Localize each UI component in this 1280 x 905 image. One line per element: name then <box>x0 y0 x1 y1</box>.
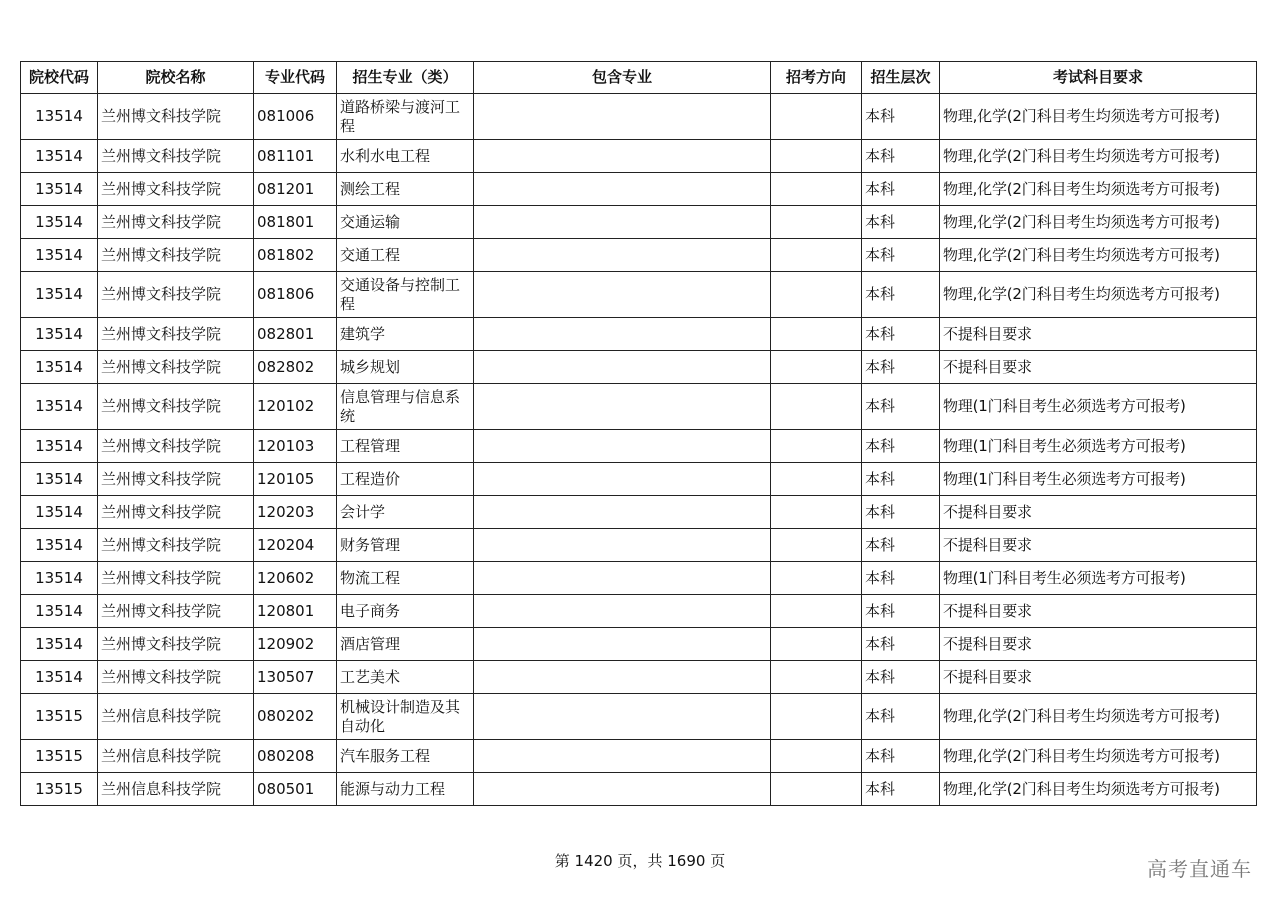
requirement-cell: 不提科目要求 <box>940 628 1257 661</box>
requirement-cell: 不提科目要求 <box>940 351 1257 384</box>
major-code-cell: 120103 <box>254 430 337 463</box>
school-code-cell: 13514 <box>21 430 98 463</box>
table-row <box>21 430 1257 463</box>
table-row <box>21 94 1257 140</box>
included-majors-cell <box>474 384 771 430</box>
school-code-cell: 13514 <box>21 140 98 173</box>
major-code-cell: 080501 <box>254 773 337 806</box>
school-name-cell: 兰州博文科技学院 <box>98 239 254 272</box>
requirement-cell: 物理,化学(2门科目考生均须选考方可报考) <box>940 206 1257 239</box>
table-row <box>21 740 1257 773</box>
school-name-cell: 兰州博文科技学院 <box>98 430 254 463</box>
school-name-cell: 兰州博文科技学院 <box>98 384 254 430</box>
direction-cell <box>771 694 862 740</box>
included-majors-cell <box>474 239 771 272</box>
major-cell: 电子商务 <box>337 595 474 628</box>
school-code-cell: 13514 <box>21 272 98 318</box>
direction-cell <box>771 595 862 628</box>
direction-cell <box>771 239 862 272</box>
direction-cell <box>771 140 862 173</box>
major-cell: 测绘工程 <box>337 173 474 206</box>
school-name-cell: 兰州信息科技学院 <box>98 694 254 740</box>
major-code-cell: 081101 <box>254 140 337 173</box>
school-code-cell: 13514 <box>21 496 98 529</box>
table-row <box>21 562 1257 595</box>
level-cell: 本科 <box>862 430 940 463</box>
direction-cell <box>771 661 862 694</box>
major-code-cell: 080208 <box>254 740 337 773</box>
table-row <box>21 140 1257 173</box>
table-row <box>21 773 1257 806</box>
school-code-cell: 13514 <box>21 529 98 562</box>
direction-cell <box>771 496 862 529</box>
school-code-cell: 13515 <box>21 773 98 806</box>
major-code-cell: 082801 <box>254 318 337 351</box>
included-majors-cell <box>474 496 771 529</box>
header-included-majors: 包含专业 <box>474 62 771 94</box>
requirement-cell: 物理,化学(2门科目考生均须选考方可报考) <box>940 694 1257 740</box>
table-row <box>21 239 1257 272</box>
table-row <box>21 173 1257 206</box>
requirement-cell: 物理(1门科目考生必须选考方可报考) <box>940 384 1257 430</box>
major-cell: 交通工程 <box>337 239 474 272</box>
level-cell: 本科 <box>862 740 940 773</box>
major-code-cell: 082802 <box>254 351 337 384</box>
requirement-cell: 物理,化学(2门科目考生均须选考方可报考) <box>940 740 1257 773</box>
major-code-cell: 081201 <box>254 173 337 206</box>
header-direction: 招考方向 <box>771 62 862 94</box>
level-cell: 本科 <box>862 239 940 272</box>
school-name-cell: 兰州博文科技学院 <box>98 628 254 661</box>
major-cell: 城乡规划 <box>337 351 474 384</box>
requirement-cell: 物理(1门科目考生必须选考方可报考) <box>940 562 1257 595</box>
level-cell: 本科 <box>862 628 940 661</box>
school-code-cell: 13514 <box>21 173 98 206</box>
requirement-cell: 物理,化学(2门科目考生均须选考方可报考) <box>940 94 1257 140</box>
level-cell: 本科 <box>862 529 940 562</box>
major-code-cell: 081802 <box>254 239 337 272</box>
direction-cell <box>771 529 862 562</box>
level-cell: 本科 <box>862 463 940 496</box>
level-cell: 本科 <box>862 94 940 140</box>
school-code-cell: 13514 <box>21 318 98 351</box>
direction-cell <box>771 384 862 430</box>
included-majors-cell <box>474 94 771 140</box>
included-majors-cell <box>474 351 771 384</box>
included-majors-cell <box>474 173 771 206</box>
requirement-cell: 物理(1门科目考生必须选考方可报考) <box>940 430 1257 463</box>
major-code-cell: 120902 <box>254 628 337 661</box>
header-row <box>21 62 1257 94</box>
school-name-cell: 兰州博文科技学院 <box>98 351 254 384</box>
school-code-cell: 13514 <box>21 239 98 272</box>
table-row <box>21 628 1257 661</box>
school-name-cell: 兰州博文科技学院 <box>98 318 254 351</box>
major-code-cell: 080202 <box>254 694 337 740</box>
requirement-cell: 不提科目要求 <box>940 595 1257 628</box>
direction-cell <box>771 351 862 384</box>
major-code-cell: 081006 <box>254 94 337 140</box>
major-code-cell: 081801 <box>254 206 337 239</box>
school-name-cell: 兰州博文科技学院 <box>98 562 254 595</box>
requirement-cell: 物理,化学(2门科目考生均须选考方可报考) <box>940 773 1257 806</box>
direction-cell <box>771 272 862 318</box>
school-code-cell: 13514 <box>21 351 98 384</box>
included-majors-cell <box>474 272 771 318</box>
header-school-name: 院校名称 <box>98 62 254 94</box>
major-cell: 财务管理 <box>337 529 474 562</box>
school-name-cell: 兰州博文科技学院 <box>98 272 254 318</box>
school-name-cell: 兰州博文科技学院 <box>98 661 254 694</box>
table-row <box>21 529 1257 562</box>
included-majors-cell <box>474 529 771 562</box>
school-name-cell: 兰州博文科技学院 <box>98 529 254 562</box>
level-cell: 本科 <box>862 694 940 740</box>
table-row <box>21 384 1257 430</box>
direction-cell <box>771 628 862 661</box>
direction-cell <box>771 773 862 806</box>
header-major-code: 专业代码 <box>254 62 337 94</box>
admissions-table <box>20 61 1257 806</box>
school-name-cell: 兰州博文科技学院 <box>98 94 254 140</box>
direction-cell <box>771 430 862 463</box>
direction-cell <box>771 173 862 206</box>
included-majors-cell <box>474 206 771 239</box>
included-majors-cell <box>474 318 771 351</box>
included-majors-cell <box>474 595 771 628</box>
included-majors-cell <box>474 463 771 496</box>
level-cell: 本科 <box>862 351 940 384</box>
major-cell: 道路桥梁与渡河工程 <box>337 94 474 140</box>
major-cell: 工程造价 <box>337 463 474 496</box>
major-cell: 水利水电工程 <box>337 140 474 173</box>
school-code-cell: 13514 <box>21 384 98 430</box>
level-cell: 本科 <box>862 384 940 430</box>
major-cell: 物流工程 <box>337 562 474 595</box>
table-row <box>21 595 1257 628</box>
major-cell: 能源与动力工程 <box>337 773 474 806</box>
major-code-cell: 130507 <box>254 661 337 694</box>
direction-cell <box>771 562 862 595</box>
included-majors-cell <box>474 430 771 463</box>
level-cell: 本科 <box>862 272 940 318</box>
school-name-cell: 兰州博文科技学院 <box>98 463 254 496</box>
header-level: 招生层次 <box>862 62 940 94</box>
table-row <box>21 351 1257 384</box>
major-cell: 工艺美术 <box>337 661 474 694</box>
requirement-cell: 不提科目要求 <box>940 529 1257 562</box>
major-cell: 机械设计制造及其自动化 <box>337 694 474 740</box>
major-cell: 建筑学 <box>337 318 474 351</box>
level-cell: 本科 <box>862 661 940 694</box>
major-cell: 交通运输 <box>337 206 474 239</box>
requirement-cell: 不提科目要求 <box>940 318 1257 351</box>
level-cell: 本科 <box>862 140 940 173</box>
requirement-cell: 物理,化学(2门科目考生均须选考方可报考) <box>940 140 1257 173</box>
major-code-cell: 120602 <box>254 562 337 595</box>
major-cell: 工程管理 <box>337 430 474 463</box>
school-code-cell: 13514 <box>21 463 98 496</box>
major-code-cell: 120102 <box>254 384 337 430</box>
included-majors-cell <box>474 740 771 773</box>
school-code-cell: 13514 <box>21 206 98 239</box>
major-code-cell: 120801 <box>254 595 337 628</box>
included-majors-cell <box>474 694 771 740</box>
included-majors-cell <box>474 628 771 661</box>
level-cell: 本科 <box>862 173 940 206</box>
school-code-cell: 13514 <box>21 562 98 595</box>
table-row <box>21 318 1257 351</box>
school-name-cell: 兰州博文科技学院 <box>98 496 254 529</box>
direction-cell <box>771 740 862 773</box>
direction-cell <box>771 94 862 140</box>
level-cell: 本科 <box>862 318 940 351</box>
level-cell: 本科 <box>862 595 940 628</box>
major-code-cell: 120105 <box>254 463 337 496</box>
school-code-cell: 13515 <box>21 740 98 773</box>
table-row <box>21 206 1257 239</box>
direction-cell <box>771 463 862 496</box>
major-cell: 信息管理与信息系统 <box>337 384 474 430</box>
direction-cell <box>771 206 862 239</box>
level-cell: 本科 <box>862 496 940 529</box>
major-cell: 汽车服务工程 <box>337 740 474 773</box>
school-name-cell: 兰州信息科技学院 <box>98 773 254 806</box>
included-majors-cell <box>474 773 771 806</box>
table-row <box>21 661 1257 694</box>
table-row <box>21 463 1257 496</box>
requirement-cell: 不提科目要求 <box>940 661 1257 694</box>
requirement-cell: 不提科目要求 <box>940 496 1257 529</box>
direction-cell <box>771 318 862 351</box>
requirement-cell: 物理(1门科目考生必须选考方可报考) <box>940 463 1257 496</box>
watermark: 高考直通车 <box>1147 857 1252 881</box>
included-majors-cell <box>474 140 771 173</box>
requirement-cell: 物理,化学(2门科目考生均须选考方可报考) <box>940 239 1257 272</box>
table-body <box>21 94 1257 806</box>
school-name-cell: 兰州博文科技学院 <box>98 173 254 206</box>
table-row <box>21 694 1257 740</box>
level-cell: 本科 <box>862 773 940 806</box>
major-code-cell: 120204 <box>254 529 337 562</box>
major-cell: 会计学 <box>337 496 474 529</box>
school-code-cell: 13514 <box>21 94 98 140</box>
header-school-code: 院校代码 <box>21 62 98 94</box>
requirement-cell: 物理,化学(2门科目考生均须选考方可报考) <box>940 173 1257 206</box>
included-majors-cell <box>474 661 771 694</box>
school-name-cell: 兰州博文科技学院 <box>98 140 254 173</box>
major-cell: 酒店管理 <box>337 628 474 661</box>
school-name-cell: 兰州信息科技学院 <box>98 740 254 773</box>
school-code-cell: 13514 <box>21 628 98 661</box>
school-code-cell: 13514 <box>21 661 98 694</box>
school-code-cell: 13514 <box>21 595 98 628</box>
table-row <box>21 496 1257 529</box>
level-cell: 本科 <box>862 206 940 239</box>
level-cell: 本科 <box>862 562 940 595</box>
requirement-cell: 物理,化学(2门科目考生均须选考方可报考) <box>940 272 1257 318</box>
school-name-cell: 兰州博文科技学院 <box>98 595 254 628</box>
included-majors-cell <box>474 562 771 595</box>
page-number: 第 1420 页，共 1690 页 <box>554 852 726 870</box>
major-code-cell: 081806 <box>254 272 337 318</box>
major-code-cell: 120203 <box>254 496 337 529</box>
table-row <box>21 272 1257 318</box>
header-requirement: 考试科目要求 <box>940 62 1257 94</box>
major-cell: 交通设备与控制工程 <box>337 272 474 318</box>
school-name-cell: 兰州博文科技学院 <box>98 206 254 239</box>
header-major: 招生专业（类） <box>337 62 474 94</box>
school-code-cell: 13515 <box>21 694 98 740</box>
